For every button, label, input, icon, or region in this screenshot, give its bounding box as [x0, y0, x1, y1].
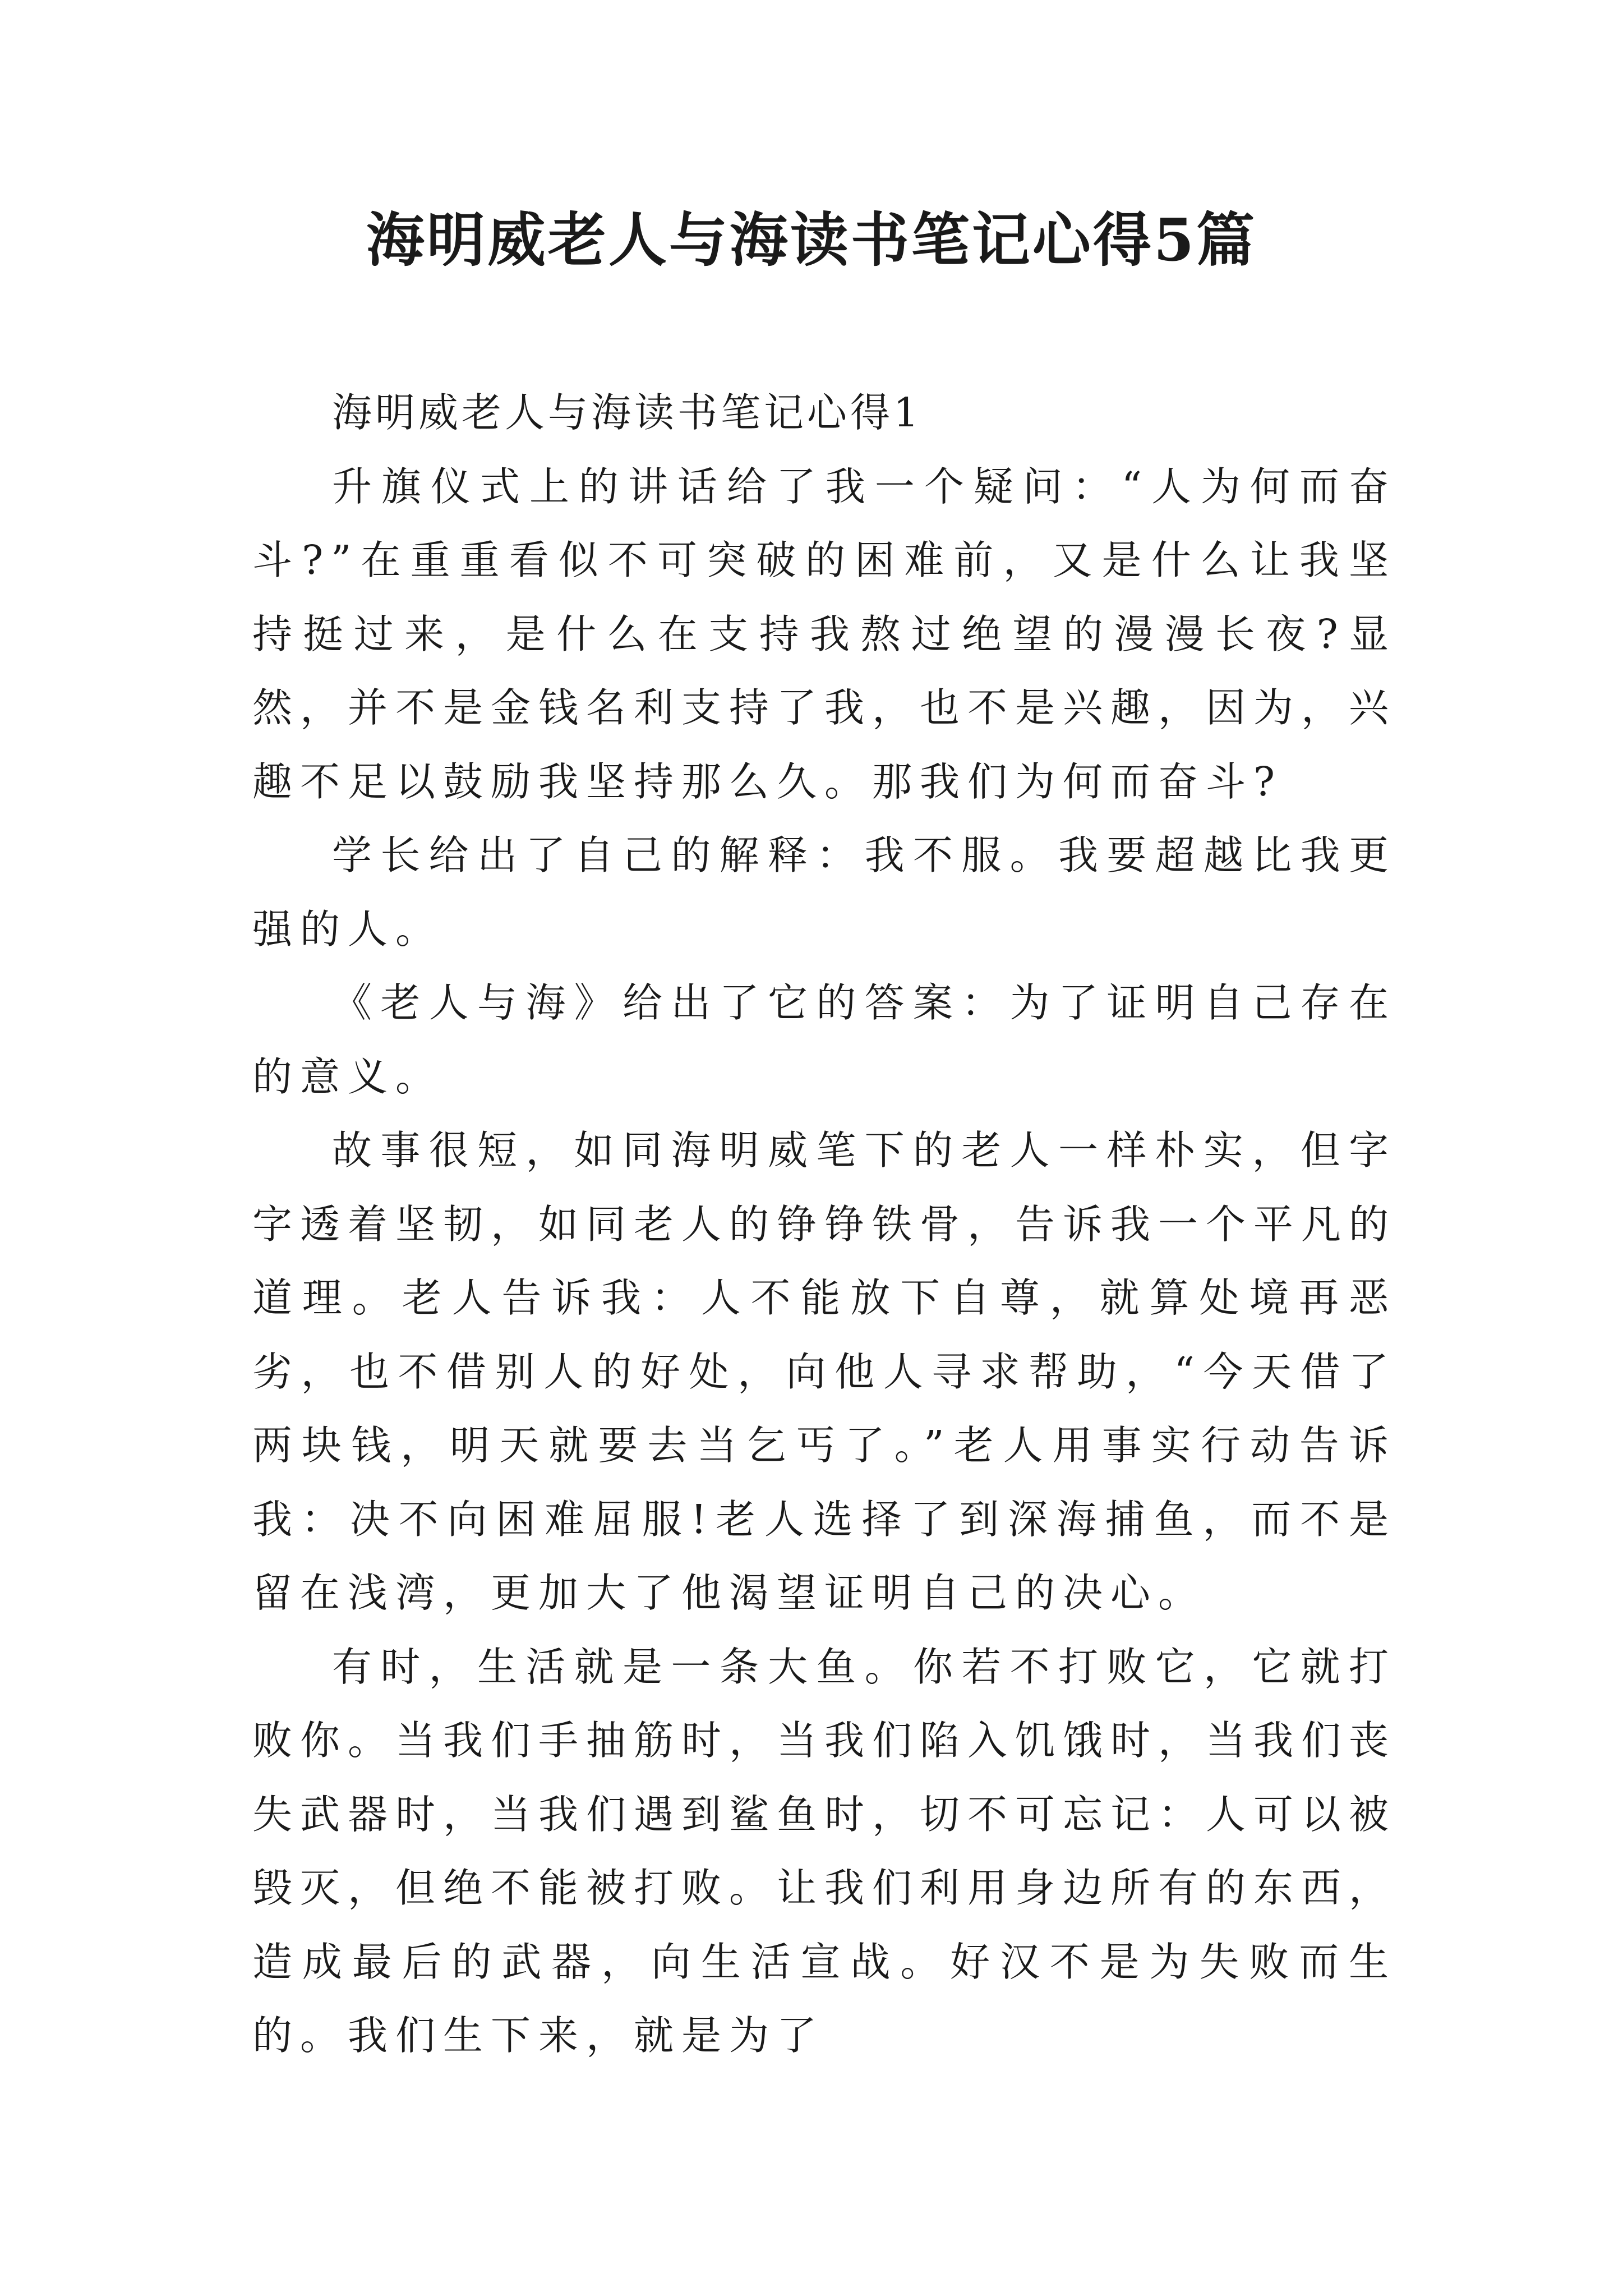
section-heading: 海明威老人与海读书笔记心得1 — [332, 389, 923, 436]
document-body — [252, 376, 1396, 2073]
paragraph: 《老人与海》给出了它的答案：为了证明自己存在的意义。 — [252, 979, 1396, 1100]
paragraph: 故事很短，如同海明威笔下的老人一样朴实，但字字透着坚韧，如同老人的铮铮铁骨，告诉我一个平凡的道理。老人告诉我：人不能放下自尊，就算处境再恶劣，也不借别人的好处，向他人寻求帮助，“今天借了两块钱，明天就要去当乞丐了。”老人用事实行动告诉我：决不向困难屈服!老人选择了到深海捕鱼，而不是留在浅湾，更加大了他渴望证明自己的决心。 — [252, 1127, 1397, 1616]
paragraph: 学长给出了自己的解释：我不服。我要超越比我更强的人。 — [252, 832, 1396, 953]
paragraph: 升旗仪式上的讲话给了我一个疑问：“人为何而奋斗?”在重重看似不可突破的困难前，又是什么让我坚持挺过来，是什么在支持我熬过绝望的漫漫长夜?显然，并不是金钱名利支持了我，也不是兴趣，因为，兴趣不足以鼓励我坚持那么久。那我们为何而奋斗? — [252, 463, 1397, 805]
document-title: 海明威老人与海读书笔记心得5篇 — [366, 205, 1257, 274]
paragraph: 有时，生活就是一条大鱼。你若不打败它，它就打败你。当我们手抽筋时，当我们陷入饥饿时，当我们丧失武器时，当我们遇到鲨鱼时，切不可忘记：人可以被毁灭，但绝不能被打败。让我们利用身边所有的东西，造成最后的武器，向生活宣战。好汉不是为失败而生的。我们生下来，就是为了 — [252, 1643, 1397, 2059]
